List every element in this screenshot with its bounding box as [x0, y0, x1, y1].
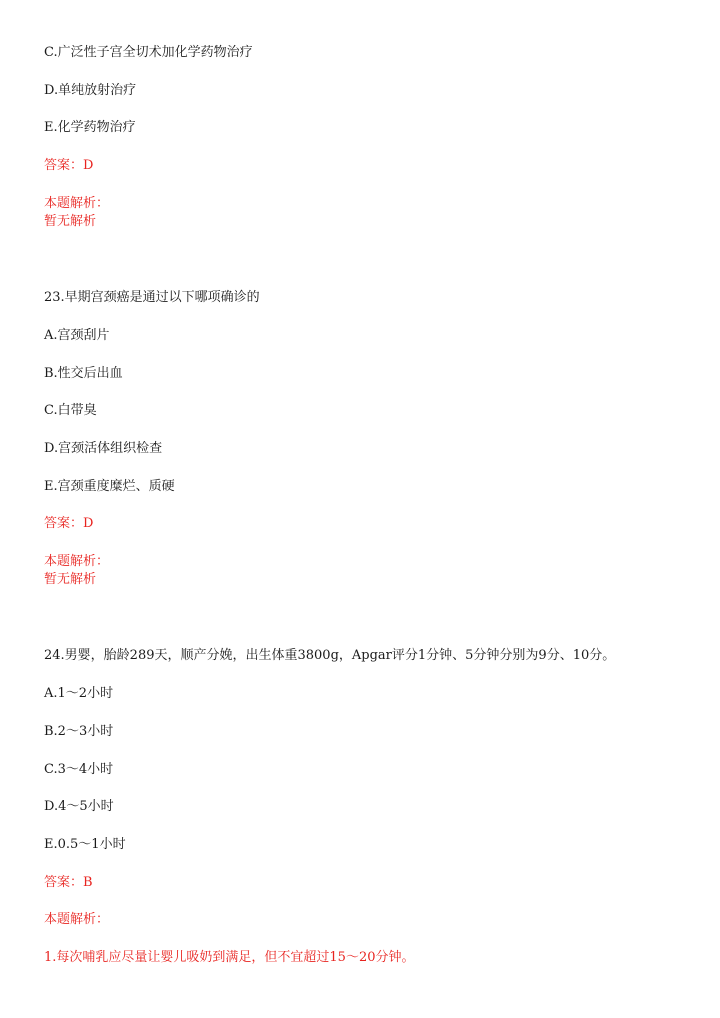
option-e: E.0.5～1小时 [44, 837, 126, 852]
option-c: C.广泛性子宫全切术加化学药物治疗 [44, 45, 253, 60]
answer: 答案：B [44, 875, 93, 890]
option-c: C.白带臭 [44, 403, 97, 418]
option-c: C.3～4小时 [44, 762, 114, 777]
question-stem: 24.男婴，胎龄289天，顺产分娩，出生体重3800g，Apgar评分1分钟、5分钟分别为9分、10分。 [44, 648, 616, 663]
option-d: D.宫颈活体组织检查 [44, 441, 163, 456]
option-b: B.性交后出血 [44, 366, 123, 381]
analysis-label: 本题解析： [44, 554, 110, 569]
analysis-label: 本题解析： [44, 196, 110, 211]
analysis-label: 本题解析： [44, 912, 110, 927]
option-d: D.单纯放射治疗 [44, 83, 137, 98]
option-b: B.2～3小时 [44, 724, 114, 739]
option-a: A.1～2小时 [44, 686, 114, 701]
option-e: E.化学药物治疗 [44, 120, 136, 135]
answer: 答案：D [44, 158, 94, 173]
option-a: A.宫颈刮片 [44, 328, 110, 343]
question-stem: 23.早期宫颈癌是通过以下哪项确诊的 [44, 290, 260, 305]
answer: 答案：D [44, 516, 94, 531]
analysis-text: 暂无解析 [44, 214, 97, 229]
option-d: D.4～5小时 [44, 799, 114, 814]
analysis-text: 1.每次哺乳应尽量让婴儿吸奶到满足，但不宜超过15～20分钟。 [44, 950, 415, 965]
analysis-text: 暂无解析 [44, 572, 97, 587]
option-e: E.宫颈重度糜烂、质硬 [44, 479, 175, 494]
